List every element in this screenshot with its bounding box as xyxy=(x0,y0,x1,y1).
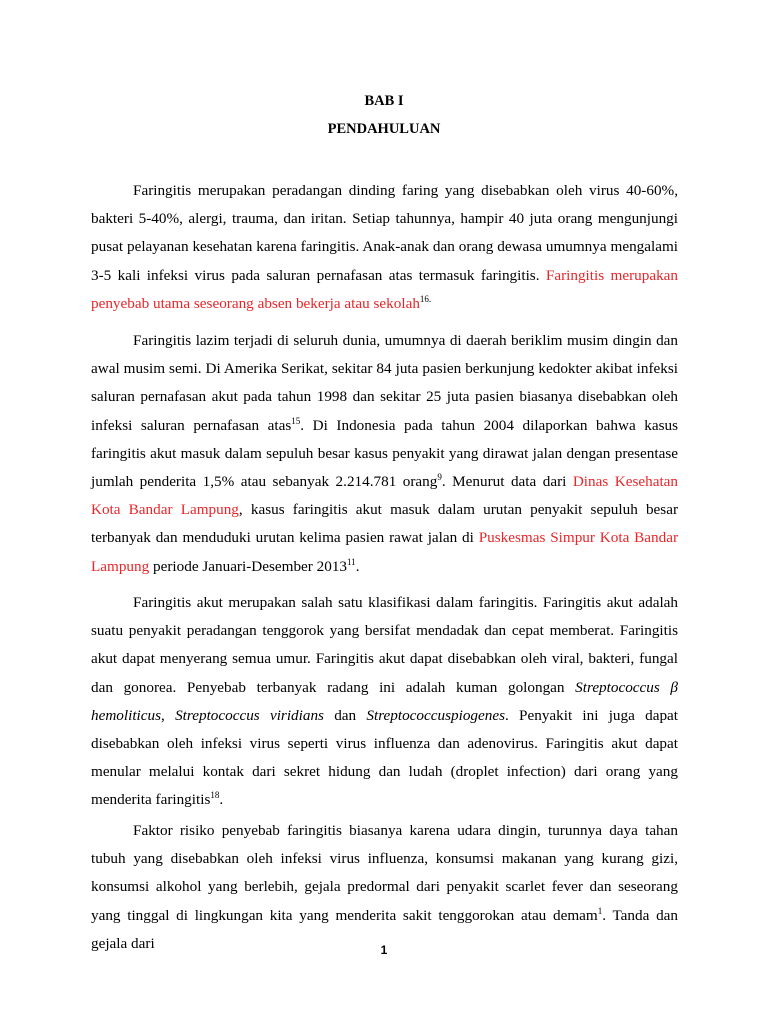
p3-text-3: dan xyxy=(323,706,367,724)
p1-citation: 16. xyxy=(419,293,432,304)
paragraph-3 xyxy=(91,589,678,815)
p4-text-2: . Tanda dan gejala dari xyxy=(91,906,679,952)
p2-text-5: periode Januari-Desember 2013 xyxy=(149,557,348,575)
p2-citation-2: 9 xyxy=(437,471,442,482)
p3-species-2: Streptococcus viridians xyxy=(175,706,324,724)
paragraph-1 xyxy=(91,177,678,318)
paragraph-2 xyxy=(91,327,678,581)
chapter-number: BAB I xyxy=(364,93,404,109)
p3-text-1: Faringitis akut merupakan salah satu klasifikasi dalam faringitis. Faringitis akut adalah suatu penyakit peradangan tenggorok yang bersifat mendadak dan cepat memberat. Faringitis akut dapat menyerang semua umur. Faringitis akut dapat disebabkan oleh viral, bakteri, fungal dan gonorea. Penyebab terbanyak radang ini adalah kuman golongan xyxy=(91,594,678,696)
p3-species-1: Streptococcus β hemoliticus xyxy=(91,678,678,724)
chapter-title: PENDAHULUAN xyxy=(327,121,441,137)
p2-text-2: . Di Indonesia pada tahun 2004 dilaporkan bahwa kasus faringitis akut masuk dalam sepuluh besar kasus penyakit yang dirawat jalan dengan presentase jumlah penderita 1,5% atau sebanyak 2.214.781 orang xyxy=(91,416,679,491)
p1-highlight-text: Faringitis merupakan penyebab utama seseorang absen bekerja atau sekolah xyxy=(91,266,678,312)
p2-highlight-puskesmas: Puskesmas Simpur Kota Bandar Lampung xyxy=(91,529,679,575)
p3-citation: 18 xyxy=(210,790,220,801)
p3-species-3: Streptococcuspiogenes xyxy=(366,706,505,724)
p1-text: Faringitis merupakan peradangan dinding faring yang disebabkan oleh virus 40-60%, bakteri 5-40%, alergi, trauma, dan iritan. Setiap tahunnya, hampir 40 juta orang mengunjungi pusat pelayanan kesehatan karena faringitis. Anak-anak dan orang dewasa umumnya mengalami 3-5 kali infeksi virus pada saluran pernafasan atas termasuk faringitis. xyxy=(91,182,678,284)
p2-text-1: Faringitis lazim terjadi di seluruh dunia, umumnya di daerah beriklim musim dingin dan awal musim semi. Di Amerika Serikat, sekitar 84 juta pasien berkunjung kedokter akibat infeksi saluran pernafasan akut pada tahun 1998 dan sekitar 25 juta pasien biasanya disebabkan oleh infeksi saluran pernafasan atas xyxy=(91,332,678,434)
p3-text-2: , xyxy=(161,706,176,724)
p2-text-3: . Menurut data dari xyxy=(441,473,573,491)
p2-highlight-dinas: Dinas Kesehatan Kota Bandar Lampung xyxy=(91,473,678,519)
p2-text-4: , kasus faringitis akut masuk dalam urutan penyakit sepuluh besar terbanyak dan menduduki urutan kelima pasien rawat jalan di xyxy=(91,501,678,547)
paragraph-4 xyxy=(91,817,678,958)
p2-text-6: . xyxy=(355,557,360,575)
p3-text-4: . Penyakit ini juga dapat disebabkan oleh infeksi virus seperti virus influenza dan adenovirus. Faringitis akut dapat menular melalui kontak dari sekret hidung dan ludah (droplet infection) dari orang yang menderita faringitis xyxy=(91,706,678,809)
p3-text-5: . xyxy=(219,791,224,809)
p2-citation-1: 15 xyxy=(291,415,301,426)
page-number: 1 xyxy=(380,943,388,957)
p4-citation: 1 xyxy=(597,905,603,916)
p4-text-1: Faktor risiko penyebab faringitis biasanya karena udara dingin, turunnya daya tahan tubuh yang disebabkan oleh infeksi virus influenza, konsumsi makanan yang kurang gizi, konsumsi alkohol yang berlebih, gejala predormal dari penyakit scarlet fever dan seseorang yang tinggal di lingkungan kita yang menderita sakit tenggorokan atau demam xyxy=(91,822,678,924)
p2-citation-3: 11 xyxy=(347,556,356,567)
